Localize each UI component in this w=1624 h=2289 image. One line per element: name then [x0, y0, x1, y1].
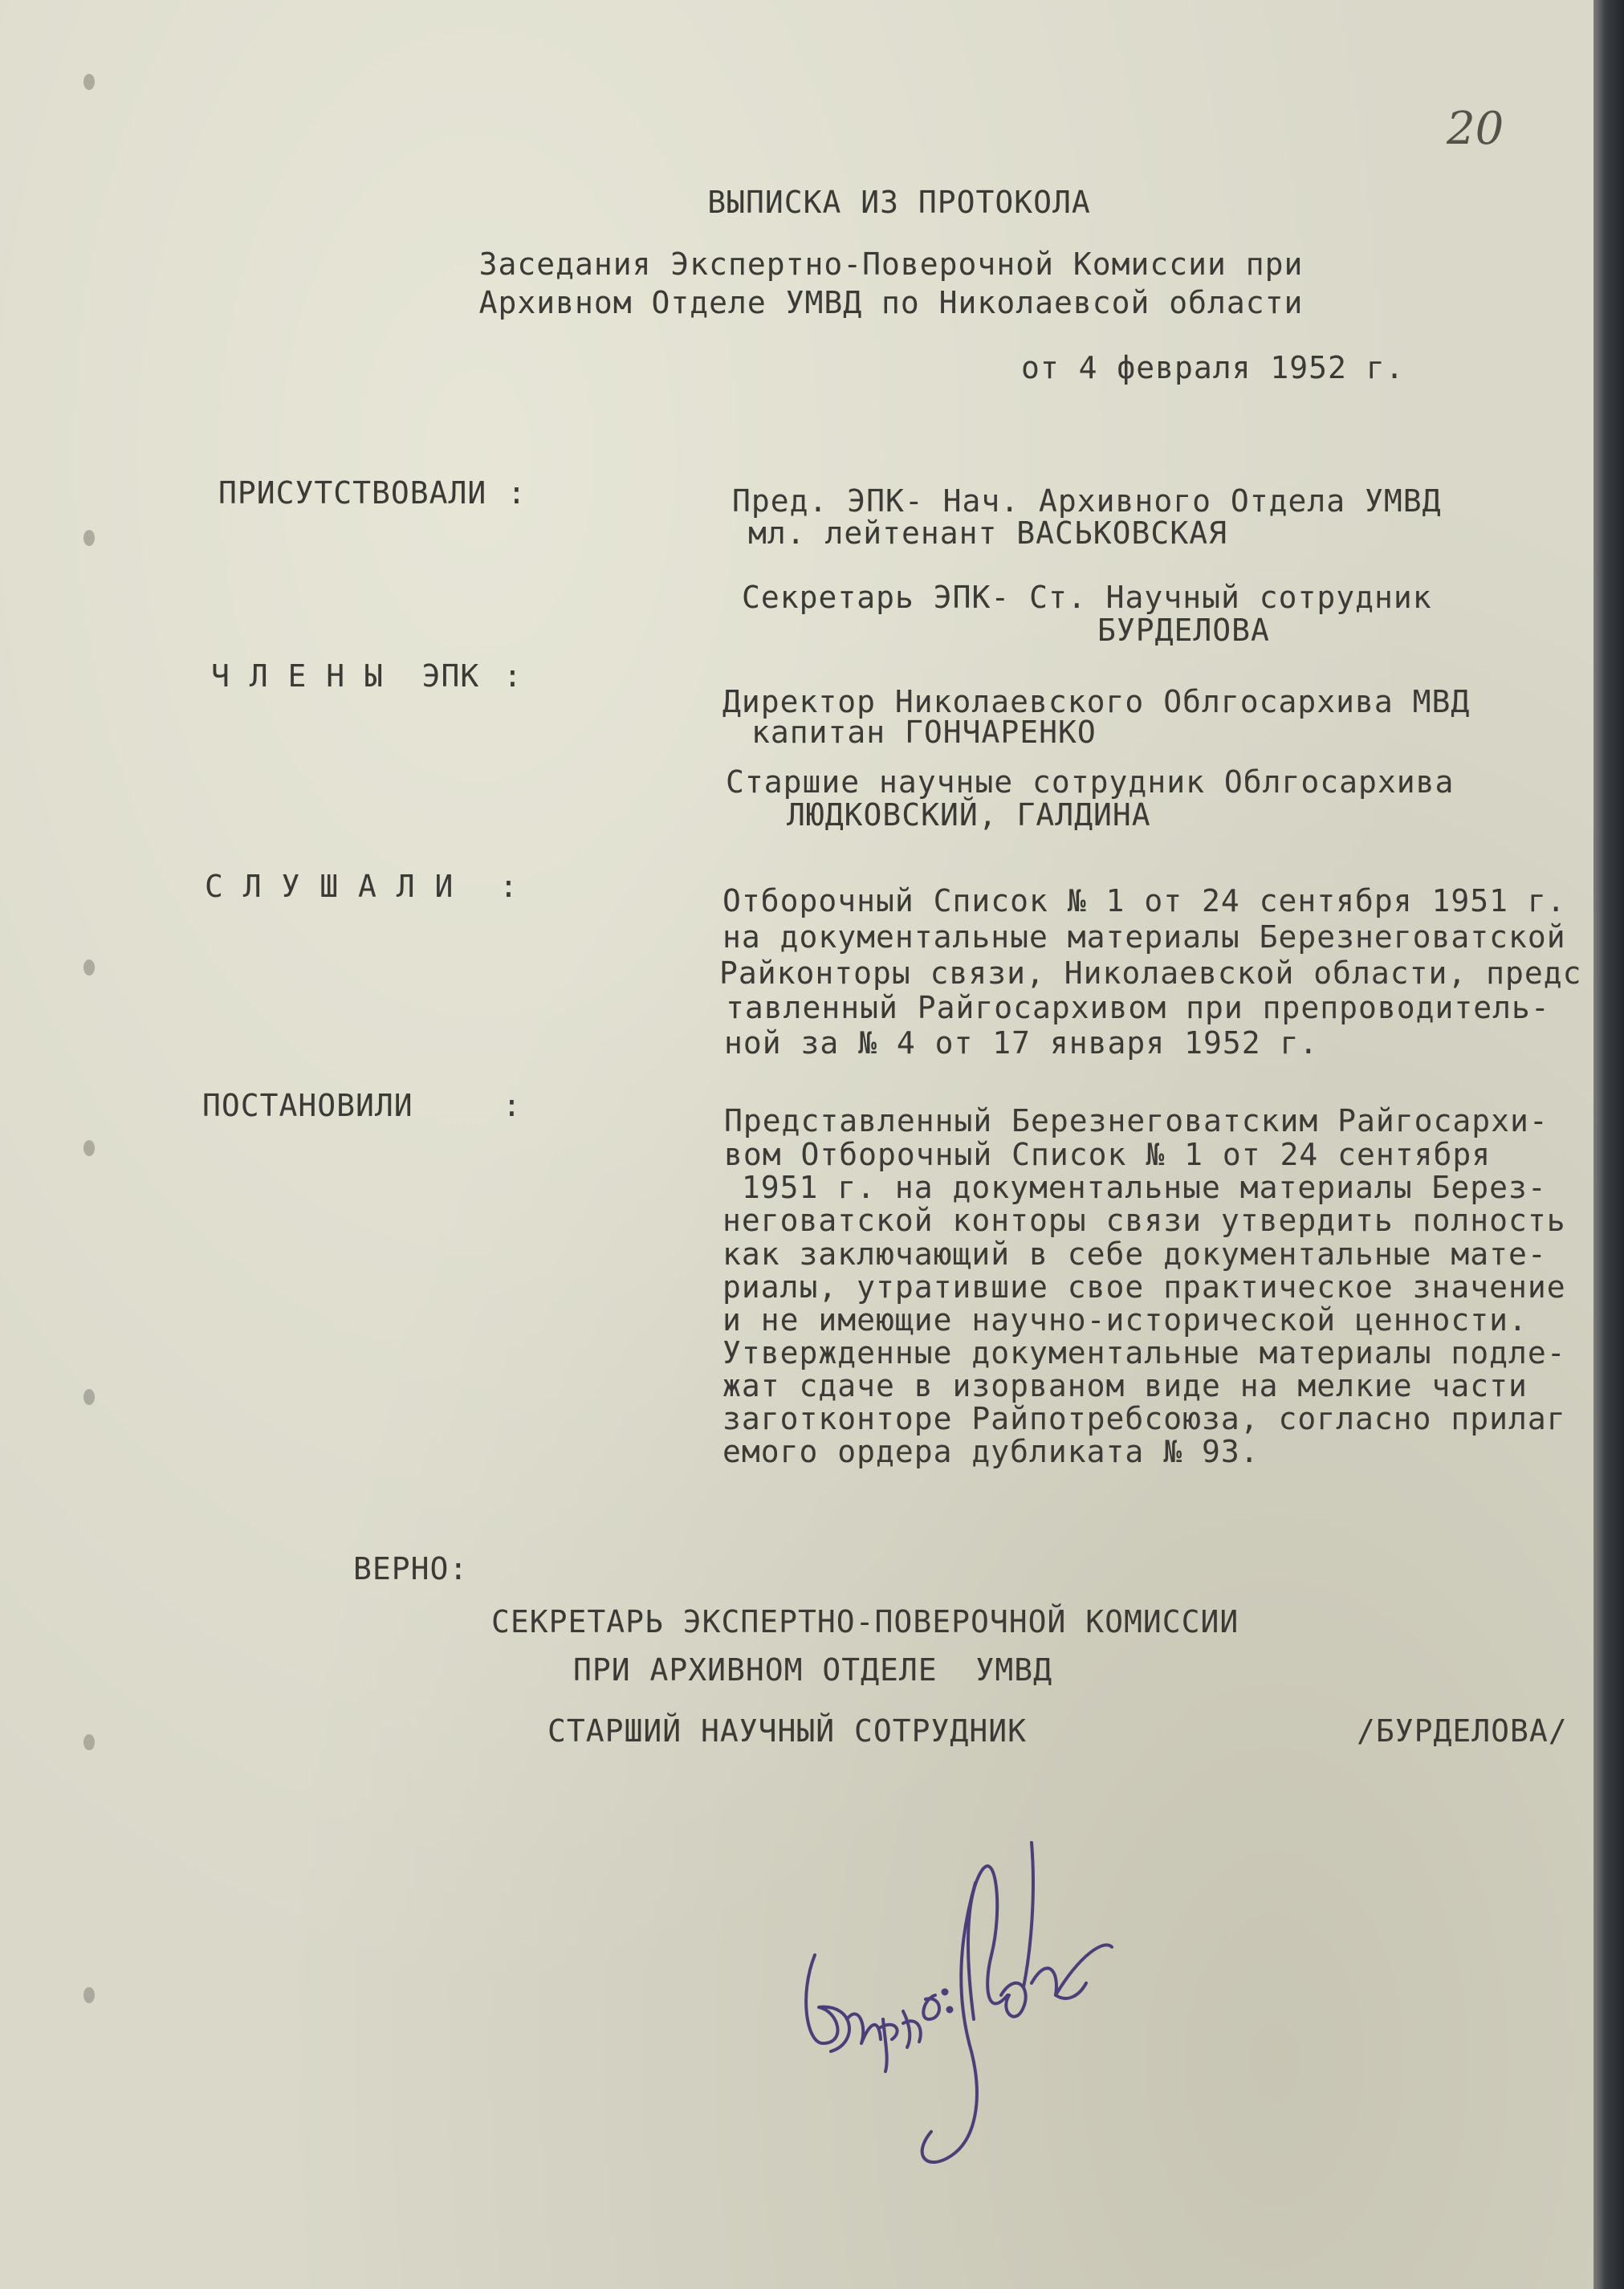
members-line: капитан ГОНЧАРЕНКО — [751, 715, 1097, 750]
scan-background-edge — [1593, 0, 1624, 2289]
footer-line: ПРИ АРХИВНОМ ОТДЕЛЕ УМВД — [573, 1652, 1052, 1688]
document-title: ВЫПИСКА ИЗ ПРОТОКОЛА — [707, 185, 1091, 220]
punch-hole — [83, 1734, 95, 1750]
resolved-line: Утвержденные документальные материалы подле- — [722, 1335, 1566, 1371]
punch-hole — [83, 1140, 95, 1156]
present-line: мл. лейтенант ВАСЬКОВСКАЯ — [748, 515, 1227, 551]
section-colon: : — [507, 475, 527, 511]
document-date: от 4 февраля 1952 г. — [1021, 350, 1405, 385]
present-line: Пред. ЭПК- Нач. Архивного Отдела УМВД — [732, 483, 1442, 519]
punch-hole — [83, 1389, 95, 1405]
resolved-line: жат сдаче в изорваном виде на мелкие части — [722, 1368, 1528, 1403]
section-label-resolved: ПОСТАНОВИЛИ — [202, 1088, 413, 1123]
heard-line: ной за № 4 от 17 января 1952 г. — [724, 1025, 1319, 1061]
resolved-line: Представленный Березнеговатским Райгосархи- — [724, 1103, 1549, 1138]
resolved-line: неговатской конторы связи утвердить полность — [722, 1203, 1566, 1238]
document-subtitle-line2: Архивном Отделе УМВД по Николаевсой области — [478, 285, 1304, 320]
section-colon: : — [499, 869, 519, 904]
heard-line: тавленный Райгосархивом при препроводитель- — [726, 990, 1550, 1025]
verified-label: ВЕРНО: — [353, 1551, 469, 1586]
page-number: 20 — [1447, 103, 1504, 155]
resolved-line: как заключающий в себе документальные мате- — [722, 1236, 1547, 1272]
section-label-present: ПРИСУТСТВОВАЛИ — [218, 475, 487, 511]
resolved-line: 1951 г. на документальные материалы Берез- — [722, 1170, 1547, 1205]
footer-line: СЕКРЕТАРЬ ЭКСПЕРТНО-ПОВЕРОЧНОЙ КОМИССИИ — [491, 1604, 1239, 1639]
resolved-line: емого ордера дубликата № 93. — [722, 1434, 1260, 1469]
heard-line: на документальные материалы Березнеговатской — [722, 919, 1566, 955]
members-line: Старшие научные сотрудник Облгосархива — [726, 764, 1455, 800]
punch-hole — [83, 959, 95, 975]
signer-name: /БУРДЕЛОВА/ — [1357, 1713, 1568, 1749]
handwritten-signature — [791, 1754, 1176, 2180]
section-label-heard: С Л У Ш А Л И — [205, 869, 454, 904]
resolved-line: заготконторе Райпотребсоюза, согласно прилаг — [722, 1401, 1566, 1436]
section-colon: : — [503, 1088, 522, 1123]
footer-line: СТАРШИЙ НАУЧНЫЙ СОТРУДНИК — [547, 1713, 1027, 1749]
present-line: БУРДЕЛОВА — [1097, 613, 1270, 648]
members-line: ЛЮДКОВСКИЙ, ГАЛДИНА — [787, 797, 1151, 833]
section-label-members: Ч Л Е Н Ы ЭПК — [211, 658, 480, 694]
members-line: Директор Николаевского Облгосархива МВД — [722, 684, 1471, 719]
punch-hole — [83, 74, 95, 90]
section-colon: : — [503, 658, 523, 694]
present-line: Секретарь ЭПК- Ст. Научный сотрудник — [742, 580, 1432, 615]
heard-line: Отборочный Список № 1 от 24 сентября 1951 г. — [722, 883, 1566, 918]
punch-hole — [83, 530, 95, 546]
punch-hole — [83, 1987, 95, 2003]
resolved-line: риалы, утратившие свое практическое значение — [722, 1269, 1566, 1305]
heard-line: Райконторы связи, Николаевской области, предс — [719, 955, 1582, 991]
document-subtitle-line1: Заседания Экспертно-Поверочной Комиссии при — [478, 246, 1304, 282]
resolved-line: вом Отборочный Список № 1 от 24 сентября — [724, 1137, 1492, 1172]
resolved-line: и не имеющие научно-исторической ценности. — [722, 1302, 1528, 1338]
